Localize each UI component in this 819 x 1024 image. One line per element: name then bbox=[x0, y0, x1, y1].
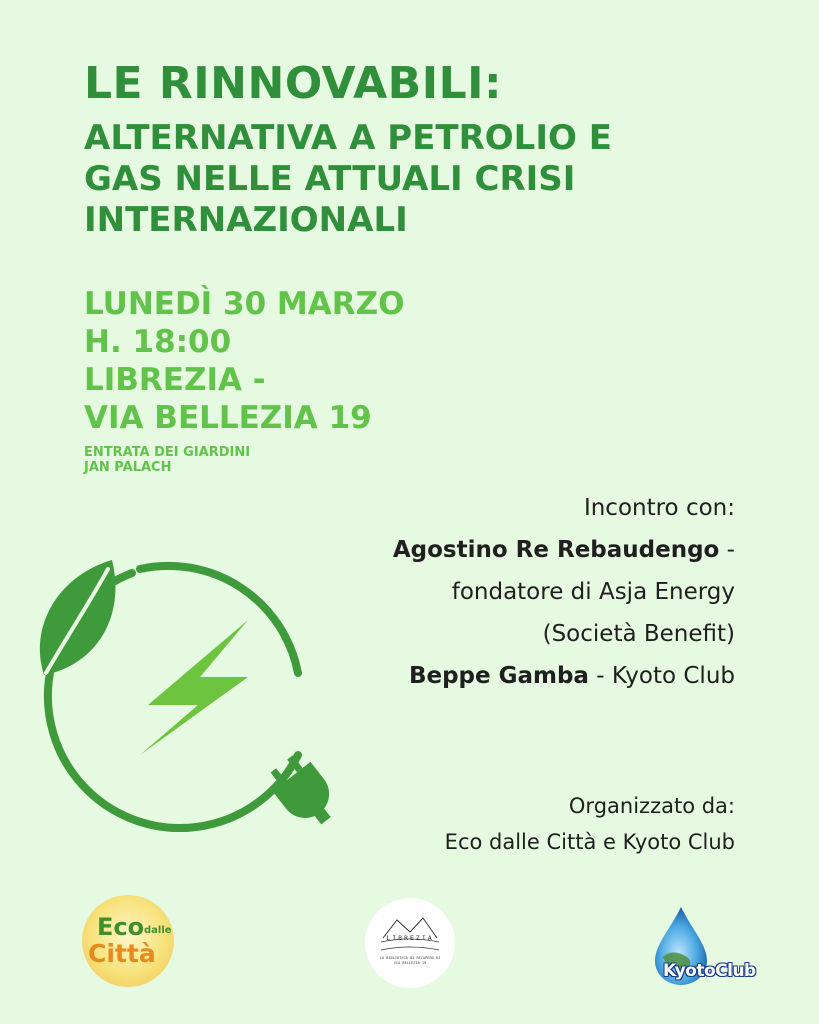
speakers-intro: Incontro con: bbox=[583, 495, 735, 521]
power-plug-icon bbox=[263, 749, 340, 835]
organizers-block bbox=[315, 788, 735, 860]
eco-dalle-citta-logo bbox=[82, 895, 174, 987]
poster-title: LE RINNOVABILI: bbox=[84, 58, 503, 109]
speaker-2 bbox=[315, 655, 735, 697]
event-details bbox=[84, 285, 404, 437]
eco-logo-citta: Città bbox=[88, 939, 156, 968]
librezia-subtitle: LA BIBLIOTECA DI RECUPERO DI VIA BELLEZIA 19 bbox=[379, 956, 441, 965]
cable-arc-icon bbox=[140, 566, 298, 673]
event-entrance bbox=[84, 445, 250, 475]
eco-logo-word: Eco bbox=[97, 913, 145, 941]
renewable-energy-icon bbox=[30, 555, 340, 845]
librezia-name: LIBREZIA bbox=[386, 934, 434, 942]
speaker-2-name: Beppe Gamba bbox=[408, 663, 589, 689]
organizers-names: Eco dalle Città e Kyoto Club bbox=[444, 830, 735, 854]
speakers-block bbox=[315, 487, 735, 697]
eco-logo-dalle: dalle bbox=[144, 925, 172, 936]
kyoto-club-name: KyotoClub bbox=[663, 961, 756, 981]
speaker-1-role-line2: (Società Benefit) bbox=[542, 621, 735, 647]
kyoto-club-logo bbox=[645, 905, 780, 985]
event-place-line1: LIBREZIA - bbox=[84, 362, 266, 398]
entrance-line1: ENTRATA DEI GIARDINI bbox=[84, 445, 251, 460]
poster-subtitle bbox=[84, 118, 724, 241]
leaf-icon bbox=[40, 560, 116, 675]
event-time: H. 18:00 bbox=[84, 324, 232, 360]
speaker-1 bbox=[315, 529, 735, 571]
subtitle-line: INTERNAZIONALI bbox=[84, 200, 408, 240]
subtitle-line: GAS NELLE ATTUALI CRISI bbox=[84, 159, 576, 199]
organizers-label: Organizzato da: bbox=[568, 794, 735, 818]
speaker-1-name: Agostino Re Rebaudengo bbox=[392, 537, 720, 563]
speaker-2-role: - Kyoto Club bbox=[588, 663, 735, 689]
event-date: LUNEDÌ 30 MARZO bbox=[84, 286, 405, 322]
librezia-book-icon bbox=[365, 898, 455, 988]
entrance-line2: JAN PALACH bbox=[84, 460, 172, 475]
speaker-1-dash: - bbox=[719, 537, 735, 563]
librezia-logo bbox=[365, 898, 455, 988]
event-place-line2: VIA BELLEZIA 19 bbox=[84, 400, 372, 436]
lightning-bolt-icon bbox=[140, 620, 248, 755]
speaker-1-role-line1: fondatore di Asja Energy bbox=[451, 579, 735, 605]
subtitle-line: ALTERNATIVA A PETROLIO E bbox=[84, 118, 612, 158]
